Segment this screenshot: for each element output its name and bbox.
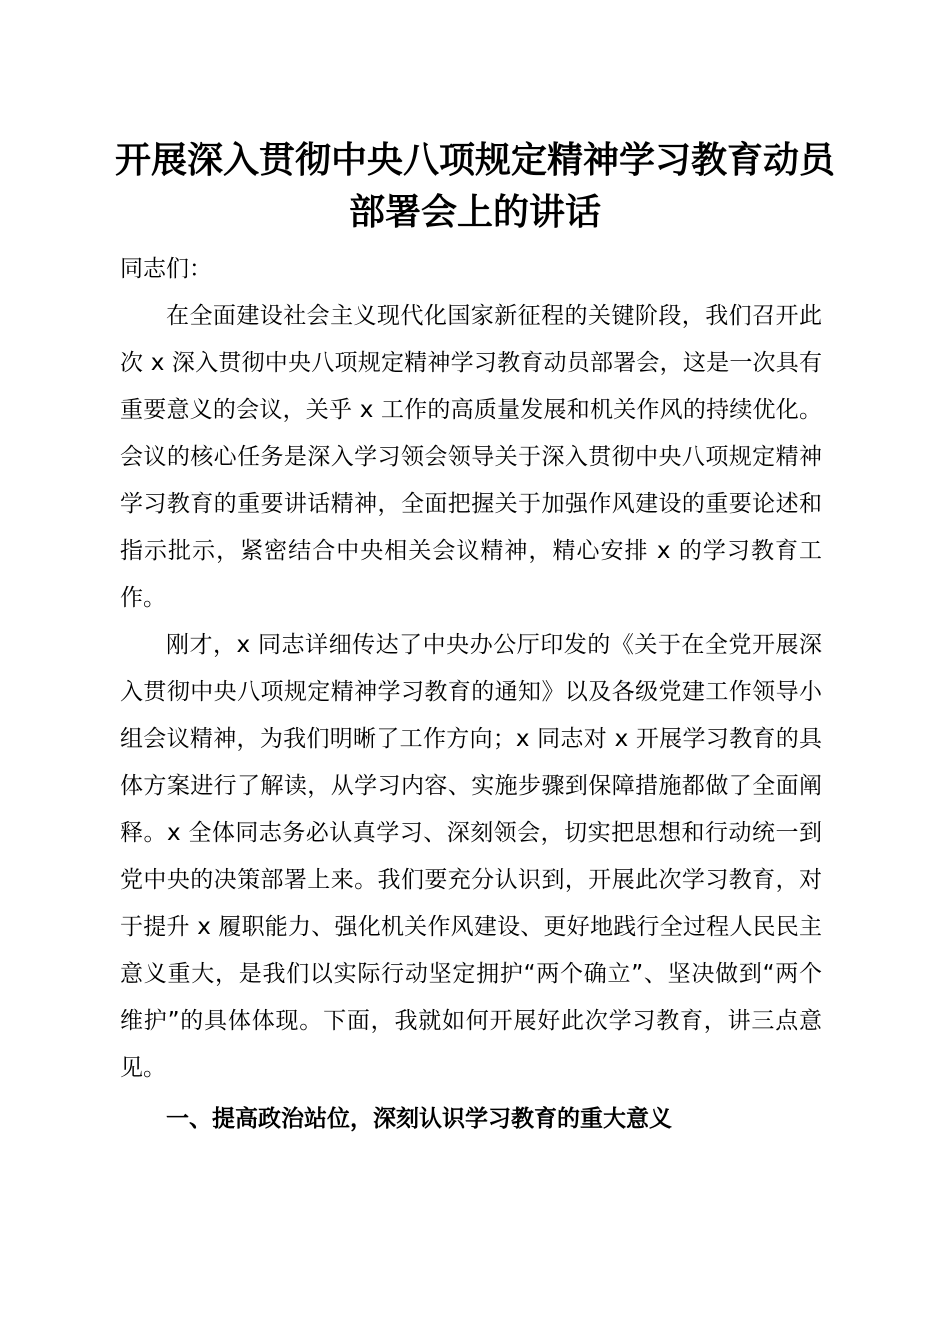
paragraph-1: 在全面建设社会主义现代化国家新征程的关键阶段，我们召开此次 x 深入贯彻中央八项规定精神学习教育动员部署会，这是一次具有重要意义的会议，关乎 x 工作的高质量发展和机关作风的持续优化。会议的核心任务是深入学习领会领导关于深入贯彻中央八项规定精神学习教育的重要讲话精神，全面把握关于加强作风建设的重要论述和指示批示，紧密结合中央相关会议精神，精心安排 x 的学习教育工作。	[120, 303, 822, 611]
salutation: 同志们：	[120, 256, 212, 282]
section-heading-1: 一、提高政治站位，深刻认识学习教育的重大意义	[166, 1106, 672, 1132]
document-title	[100, 134, 850, 238]
title-line-2: 部署会上的讲话	[348, 191, 601, 233]
document-body	[120, 246, 822, 1143]
paragraph-2: 刚才，x 同志详细传达了中央办公厅印发的《关于在全党开展深入贯彻中央八项规定精神学习教育的通知》以及各级党建工作领导小组会议精神，为我们明晰了工作方向；x 同志对 x 开展学习教育的具体方案进行了解读，从学习内容、实施步骤到保障措施都做了全面阐释。x 全体同志务必认真学习、深刻领会，切实把思想和行动统一到党中央的决策部署上来。我们要充分认识到，开展此次学习教育，对于提升 x 履职能力、强化机关作风建设、更好地践行全过程人民民主意义重大，是我们以实际行动坚定拥护“两个确立”、坚决做到“两个维护”的具体体现。下面，我就如何开展好此次学习教育，讲三点意见。	[120, 632, 822, 1081]
title-line-1: 开展深入贯彻中央八项规定精神学习教育动员	[114, 139, 835, 181]
